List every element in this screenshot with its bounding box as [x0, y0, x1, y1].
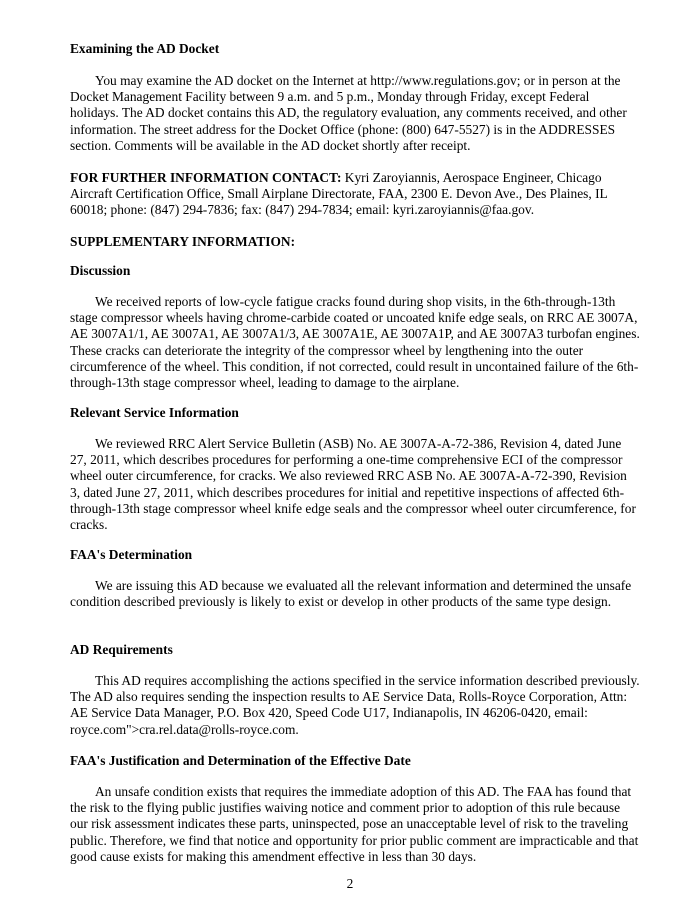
heading-justification: FAA's Justification and Determination of the Effective Date	[70, 753, 411, 768]
paragraph-faa-determination: We are issuing this AD because we evaluated all the relevant information and determined the unsafe condition described previously is likely to exist or develop in other products of the same type design.	[70, 578, 632, 610]
heading-examining-docket: Examining the AD Docket	[70, 41, 220, 56]
paragraph-ad-requirements: This AD requires accomplishing the actions specified in the service information described previously. The AD also requires sending the inspection results to AE Service Data, Rolls-Royce Corporation, Attn: AE Service Data Manager, P.O. Box 420, Speed Code U17, Indianapolis, IN 46206-0420, email: royce.com">cra.rel.data@rolls-royce.com.	[70, 673, 640, 737]
paragraph-contact	[70, 170, 640, 219]
heading-service-information: Relevant Service Information	[70, 405, 239, 420]
heading-faa-determination: FAA's Determination	[70, 547, 193, 562]
paragraph-justification: An unsafe condition exists that requires the immediate adoption of this AD. The FAA has found that the risk to the flying public justifies waiving notice and comment prior to adoption of this rule because our risk assessment indicates these parts, uninspected, pose an unacceptable level of risk to the traveling public. Therefore, we find that notice and opportunity for prior public comment are impracticable and that good cause exists for making this amendment effective in less than 30 days.	[70, 784, 639, 864]
page-number: 2	[346, 876, 354, 891]
paragraph-docket: You may examine the AD docket on the Internet at http://www.regulations.gov; or in person at the Docket Management Facility between 9 a.m. and 5 p.m., Monday through Friday, except Federal holidays. The AD docket contains this AD, the regulatory evaluation, any comments received, and other information. The street address for the Docket Office (phone: (800) 647-5527) is in the ADDRESSES section. Comments will be available in the AD docket shortly after receipt.	[70, 73, 627, 153]
paragraph-discussion: We received reports of low-cycle fatigue cracks found during shop visits, in the 6th-through-13th stage compressor wheels having chrome-carbide coated or uncoated knife edge seals, on RRC AE 3007A, AE 3007A1/1, AE 3007A1, AE 3007A1/3, AE 3007A1E, AE 3007A1P, and AE 3007A3 turbofan engines. These cracks can deteriorate the integrity of the compressor wheel by lengthening into the outer circumference of the wheel. This condition, if not corrected, could result in uncontained failure of the 6th-through-13th stage compressor wheel, leading to damage to the airplane.	[70, 294, 640, 391]
heading-supplementary: SUPPLEMENTARY INFORMATION:	[70, 234, 296, 249]
heading-discussion: Discussion	[70, 263, 131, 278]
paragraph-service-information: We reviewed RRC Alert Service Bulletin (ASB) No. AE 3007A-A-72-386, Revision 4, dated June 27, 2011, which describes procedures for performing a one-time comprehensive ECI of the compressor wheel outer circumference, for cracks. We also reviewed RRC ASB No. AE 3007A-A-72-390, Revision 3, dated June 27, 2011, which describes procedures for initial and repetitive inspections of affected 6th-through-13th stage compressor wheel knife edge seals and the compressor wheel outer circumference, for cracks.	[70, 436, 636, 533]
contact-details: Kyri Zaroyiannis, Aerospace Engineer, Chicago Aircraft Certification Office, Small Airplane Directorate, FAA, 2300 E. Devon Ave., Des Plaines, IL 60018; phone: (847) 294-7836; fax: (847) 294-7834; email: kyri.zaroyiannis@faa.gov.	[70, 170, 608, 218]
heading-ad-requirements: AD Requirements	[70, 642, 173, 657]
contact-label: FOR FURTHER INFORMATION CONTACT:	[70, 170, 342, 185]
